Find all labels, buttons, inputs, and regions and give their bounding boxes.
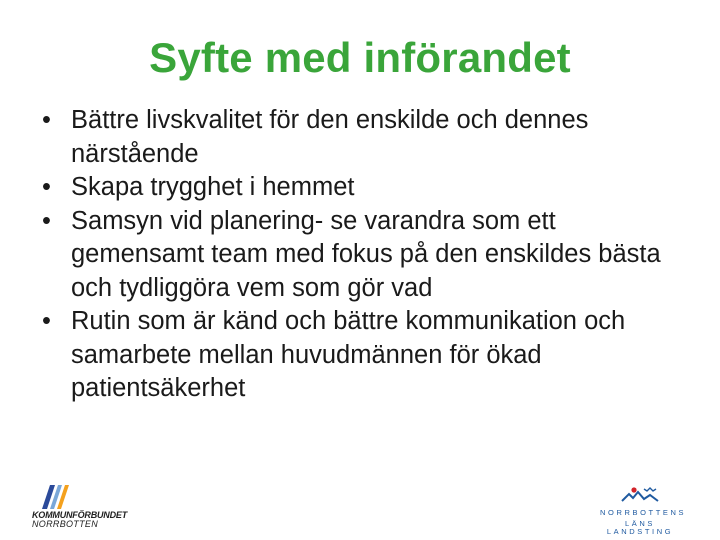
logo-right-line2: LÄNS LANDSTING [606,519,674,536]
bullet-item: • Bättre livskvalitet för den enskilde och dennes närstående [40,104,690,171]
logo-right-line1: NORRBOTTENS [600,508,687,517]
bullet-item: • Samsyn vid planering- se varandra som ett gemensamt team med fokus på den enskildes bästa och tydliggöra vem som gör vad [40,205,690,306]
bullet-list [40,104,690,406]
slide-title: Syfte med införandet [149,34,571,81]
norrbottens-lans-landsting-logo [590,485,690,536]
diagonal-stripes-logo-icon [40,485,80,509]
kommunforbundet-logo [32,485,142,529]
logo-left-sub: NORRBOTTEN [32,519,98,529]
logo-left-name: KOMMUNFÖRBUNDET [32,510,127,520]
bullet-item: • Skapa trygghet i hemmet [40,171,690,205]
bullet-item: • Rutin som är känd och bättre kommunikation och samarbete mellan huvudmännen för ökad patientsäkerhet [40,305,690,406]
mountains-bird-logo-icon [620,485,664,505]
